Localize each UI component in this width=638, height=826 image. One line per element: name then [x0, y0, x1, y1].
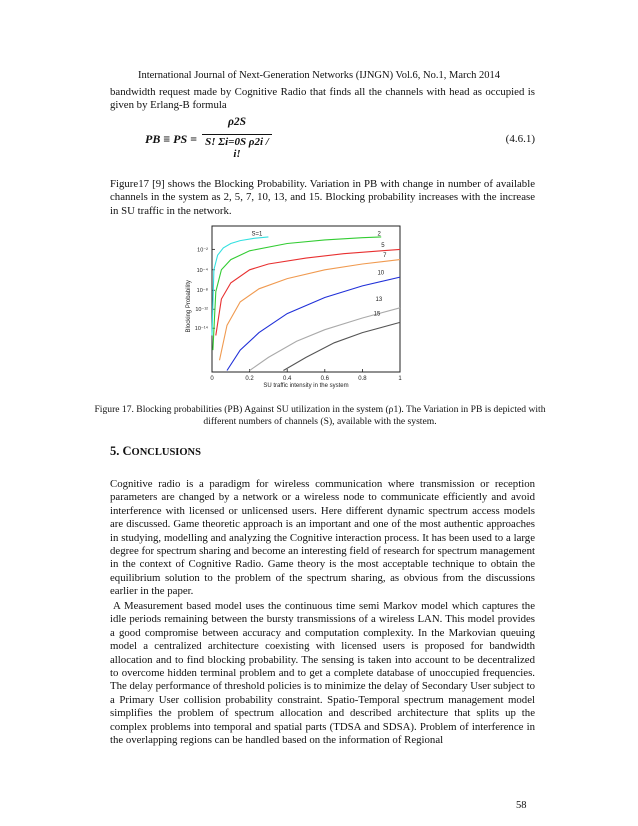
conclusions-paragraph-2: A Measurement based model uses the continuous time semi Markov model which captures the idle periods remaining between the bursty transmissions of a wireless LAN. This model provides a good compromise between accuracy and computation complexity. In the Markovian queuing model a centralized architecture coexisting with licensed users is proposed for bandwidth allocation and to find blocking probability. The sensing is taken into account to be decentralized to overcome hidden terminal problem and to get a complete database of unoccupied frequencies. The delay performance of threshold policies is to minimize the delay of Secondary User subject to a Primary User collision probability constraint. Spatio-Temporal spectrum management model simplifies the problem of spectrum allocation and described architecture that splits up the complex problems into temporal and spatial parts (TDSA and SDSA). Problem of interference in the overlapping regions can be handled based on the information of Regional: [110, 600, 535, 747]
x-axis-label: SU traffic intensity in the system: [263, 383, 349, 389]
series-line-15: [283, 322, 400, 370]
equation-number: (4.6.1): [505, 133, 535, 145]
fraction-bar: [202, 134, 272, 135]
equation-fraction: [202, 116, 272, 160]
plot-area: [186, 226, 402, 389]
x-tick-label: 0.8: [358, 376, 367, 382]
running-header: International Journal of Next-Generation Networks (IJNGN) Vol.6, No.1, March 2014: [137, 70, 501, 81]
conclusions-paragraph-1: Cognitive radio is a paradigm for wireless communication where transmission or reception parameters are changed by a network or a wireless node to communicate efficiently and avoid interference with licensed or unlicensed users. Here different dynamic spectrum access models are discussed. Game theoretic approach is an important and one of the most authentic approaches in studying, modelling and analyzing the Cognitive interaction process. It has been used to a large degree for spectrum sharing and become an interesting field of research for spectrum management in the context of Cognitive Radio. Game theory is the most acceptable technique to obtain the equilibrium solution to the problem of the spectrum sharing, as obvious from the discussions earlier in the paper.: [110, 478, 535, 598]
x-tick-label: 0.2: [245, 376, 254, 382]
blocking-probability-chart: [165, 222, 425, 394]
equation-numerator: ρ2S: [227, 116, 247, 128]
y-tick-label: 10⁻¹⁴: [194, 326, 208, 333]
figure-caption: Figure 17. Blocking probabilities (PB) Against SU utilization in the system (ρ1). The Variation in PB is depicted with different numbers of channels (S), available with the system.: [94, 404, 546, 427]
intro-paragraph: bandwidth request made by Cognitive Radio that finds all the channels with head as occupied is given by Erlang-B formula: [110, 86, 535, 112]
series-label: 13: [375, 297, 383, 303]
x-tick-label: 0: [210, 376, 214, 382]
y-tick-label: 10⁻⁴: [196, 267, 208, 274]
erlang-b-equation: [110, 116, 535, 166]
series-line-7: [220, 260, 401, 361]
series-line-s1: [212, 237, 268, 336]
x-tick-label: 0.6: [320, 376, 329, 382]
series-label: 15: [373, 311, 381, 318]
section-title-rest: ONCLUSIONS: [131, 447, 201, 458]
series-label: 10: [377, 270, 385, 277]
series-line-2: [213, 237, 381, 350]
series-line-10: [227, 277, 400, 370]
section-title-initial: C: [122, 444, 132, 458]
y-tick-label: 10⁻¹²: [195, 307, 208, 314]
series-label: 5: [381, 242, 385, 249]
page-number: 58: [516, 800, 527, 811]
section-number: 5.: [110, 444, 120, 458]
y-tick-label: 10⁻²: [197, 247, 208, 254]
series-label: 2: [377, 231, 381, 238]
equation-denominator: S! Σi=0S ρ2i / i!: [205, 136, 269, 160]
equation-lhs: PB ≡ PS =: [145, 132, 198, 146]
y-axis-label: Blocking Probability: [186, 280, 192, 333]
x-tick-label: 0.4: [283, 376, 292, 382]
section-heading: [110, 444, 201, 459]
y-tick-label: 10⁻⁸: [196, 288, 208, 295]
series-label: 7: [383, 253, 387, 260]
x-tick-label: 1: [398, 376, 402, 382]
series-label: S=1: [251, 231, 263, 238]
figure-description: Figure17 [9] shows the Blocking Probability. Variation in PB with change in number of available channels in the system as 2, 5, 7, 10, 13, and 15. Blocking probability increases with the increase in SU traffic in the network.: [110, 178, 535, 217]
